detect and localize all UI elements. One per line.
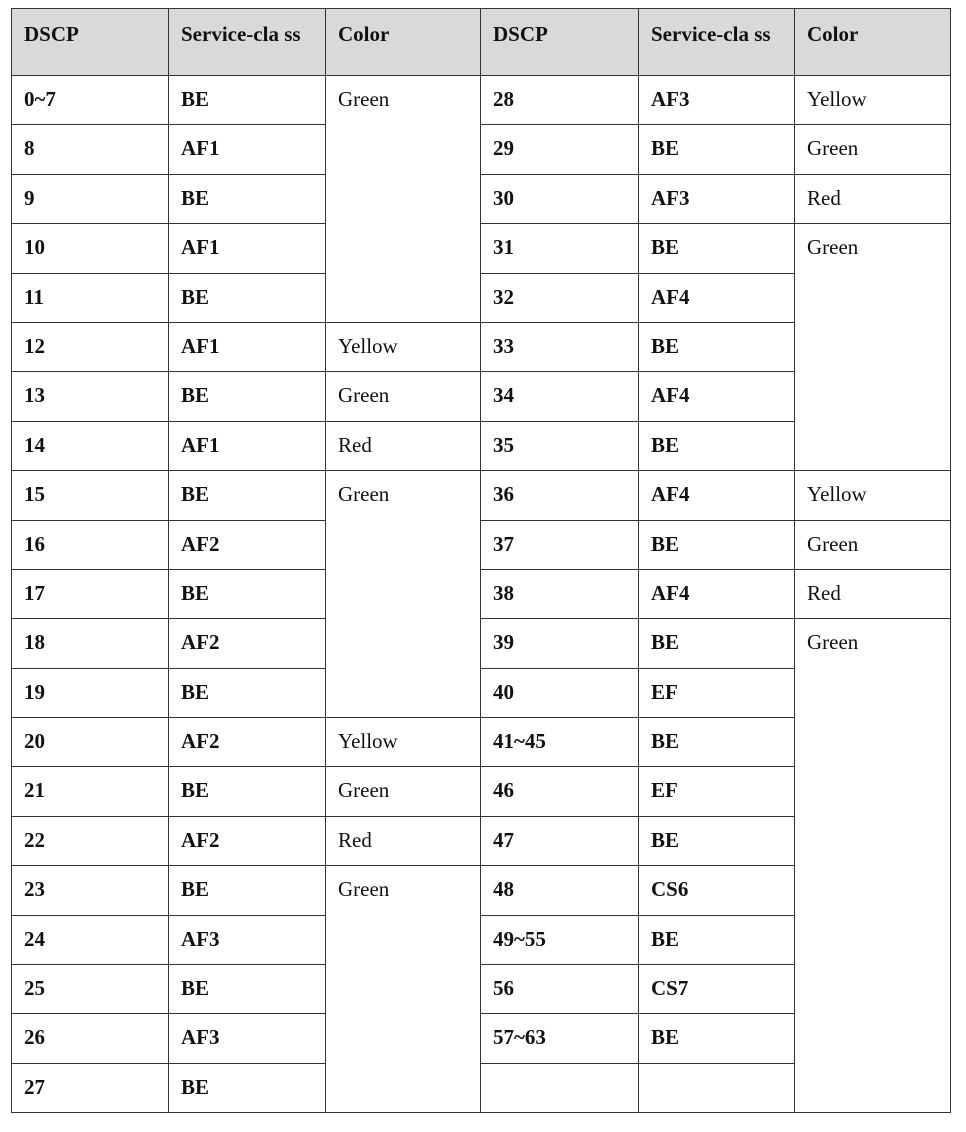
color-cell: Yellow — [326, 322, 481, 371]
dscp-cell: 39 — [481, 619, 639, 668]
dscp-cell: 26 — [12, 1014, 169, 1063]
color-cell: Green — [326, 471, 481, 718]
service-class-cell: BE — [169, 569, 326, 618]
service-class-cell: BE — [639, 322, 795, 371]
header-dscp-right: DSCP — [481, 9, 639, 76]
service-class-cell: AF3 — [169, 1014, 326, 1063]
dscp-cell: 13 — [12, 372, 169, 421]
service-class-cell: AF2 — [169, 718, 326, 767]
dscp-cell: 20 — [12, 718, 169, 767]
service-class-cell: EF — [639, 668, 795, 717]
color-cell: Green — [795, 224, 951, 471]
table-header — [12, 9, 951, 76]
dscp-cell: 30 — [481, 174, 639, 223]
service-class-cell: AF3 — [639, 174, 795, 223]
service-class-cell: BE — [639, 520, 795, 569]
dscp-cell: 14 — [12, 421, 169, 470]
service-class-cell: BE — [169, 965, 326, 1014]
dscp-cell: 11 — [12, 273, 169, 322]
service-class-cell: AF1 — [169, 224, 326, 273]
color-cell: Red — [795, 569, 951, 618]
color-cell: Green — [326, 372, 481, 421]
dscp-cell: 25 — [12, 965, 169, 1014]
color-cell: Red — [326, 816, 481, 865]
color-cell: Yellow — [326, 718, 481, 767]
service-class-cell — [639, 1063, 795, 1112]
service-class-cell: AF2 — [169, 520, 326, 569]
dscp-cell: 16 — [12, 520, 169, 569]
dscp-cell: 37 — [481, 520, 639, 569]
dscp-cell: 22 — [12, 816, 169, 865]
dscp-cell: 18 — [12, 619, 169, 668]
dscp-cell: 27 — [12, 1063, 169, 1112]
dscp-cell: 36 — [481, 471, 639, 520]
service-class-cell: AF1 — [169, 125, 326, 174]
service-class-cell: CS6 — [639, 866, 795, 915]
service-class-cell: CS7 — [639, 965, 795, 1014]
service-class-cell: BE — [169, 767, 326, 816]
table-body — [12, 76, 951, 1113]
table-row — [12, 125, 951, 174]
dscp-cell: 35 — [481, 421, 639, 470]
service-class-cell: AF4 — [639, 372, 795, 421]
dscp-cell: 24 — [12, 915, 169, 964]
table-row — [12, 520, 951, 569]
color-cell: Green — [326, 767, 481, 816]
service-class-cell: BE — [169, 1063, 326, 1112]
dscp-cell: 19 — [12, 668, 169, 717]
table-row — [12, 471, 951, 520]
table-row — [12, 619, 951, 668]
color-cell: Green — [326, 76, 481, 323]
dscp-cell: 28 — [481, 76, 639, 125]
service-class-cell: BE — [169, 174, 326, 223]
service-class-cell: AF4 — [639, 471, 795, 520]
color-cell: Yellow — [795, 471, 951, 520]
dscp-cell: 9 — [12, 174, 169, 223]
service-class-cell: EF — [639, 767, 795, 816]
header-row — [12, 9, 951, 76]
dscp-cell: 57~63 — [481, 1014, 639, 1063]
dscp-cell: 34 — [481, 372, 639, 421]
header-service-class-right: Service-cla ss — [639, 9, 795, 76]
service-class-cell: BE — [639, 816, 795, 865]
dscp-cell: 48 — [481, 866, 639, 915]
dscp-cell: 31 — [481, 224, 639, 273]
service-class-cell: BE — [169, 273, 326, 322]
dscp-cell: 41~45 — [481, 718, 639, 767]
table-row — [12, 76, 951, 125]
dscp-cell: 21 — [12, 767, 169, 816]
dscp-cell: 23 — [12, 866, 169, 915]
dscp-cell: 8 — [12, 125, 169, 174]
header-color-right: Color — [795, 9, 951, 76]
color-cell: Red — [795, 174, 951, 223]
service-class-cell: BE — [169, 668, 326, 717]
service-class-cell: BE — [639, 224, 795, 273]
service-class-cell: BE — [639, 1014, 795, 1063]
dscp-cell: 12 — [12, 322, 169, 371]
service-class-cell: BE — [169, 76, 326, 125]
service-class-cell: BE — [639, 125, 795, 174]
color-cell: Green — [795, 125, 951, 174]
service-class-cell: BE — [639, 915, 795, 964]
service-class-cell: BE — [639, 619, 795, 668]
dscp-cell: 15 — [12, 471, 169, 520]
service-class-cell: AF1 — [169, 421, 326, 470]
dscp-cell — [481, 1063, 639, 1112]
service-class-cell: BE — [169, 866, 326, 915]
color-cell: Yellow — [795, 76, 951, 125]
dscp-cell: 10 — [12, 224, 169, 273]
dscp-mapping-table — [11, 8, 951, 1113]
table-row — [12, 174, 951, 223]
dscp-cell: 46 — [481, 767, 639, 816]
color-cell: Green — [795, 619, 951, 1113]
dscp-cell: 29 — [481, 125, 639, 174]
dscp-cell: 0~7 — [12, 76, 169, 125]
service-class-cell: AF1 — [169, 322, 326, 371]
color-cell: Red — [326, 421, 481, 470]
dscp-cell: 32 — [481, 273, 639, 322]
dscp-cell: 56 — [481, 965, 639, 1014]
service-class-cell: AF2 — [169, 816, 326, 865]
service-class-cell: BE — [639, 421, 795, 470]
header-service-class-left: Service-cla ss — [169, 9, 326, 76]
table-row — [12, 224, 951, 273]
service-class-cell: BE — [639, 718, 795, 767]
service-class-cell: AF3 — [639, 76, 795, 125]
service-class-cell: AF3 — [169, 915, 326, 964]
header-dscp-left: DSCP — [12, 9, 169, 76]
service-class-cell: BE — [169, 471, 326, 520]
dscp-cell: 49~55 — [481, 915, 639, 964]
dscp-cell: 17 — [12, 569, 169, 618]
service-class-cell: AF4 — [639, 569, 795, 618]
table-row — [12, 569, 951, 618]
color-cell: Green — [795, 520, 951, 569]
dscp-cell: 47 — [481, 816, 639, 865]
color-cell: Green — [326, 866, 481, 1113]
header-color-left: Color — [326, 9, 481, 76]
service-class-cell: AF4 — [639, 273, 795, 322]
service-class-cell: AF2 — [169, 619, 326, 668]
dscp-cell: 33 — [481, 322, 639, 371]
dscp-cell: 40 — [481, 668, 639, 717]
dscp-cell: 38 — [481, 569, 639, 618]
service-class-cell: BE — [169, 372, 326, 421]
